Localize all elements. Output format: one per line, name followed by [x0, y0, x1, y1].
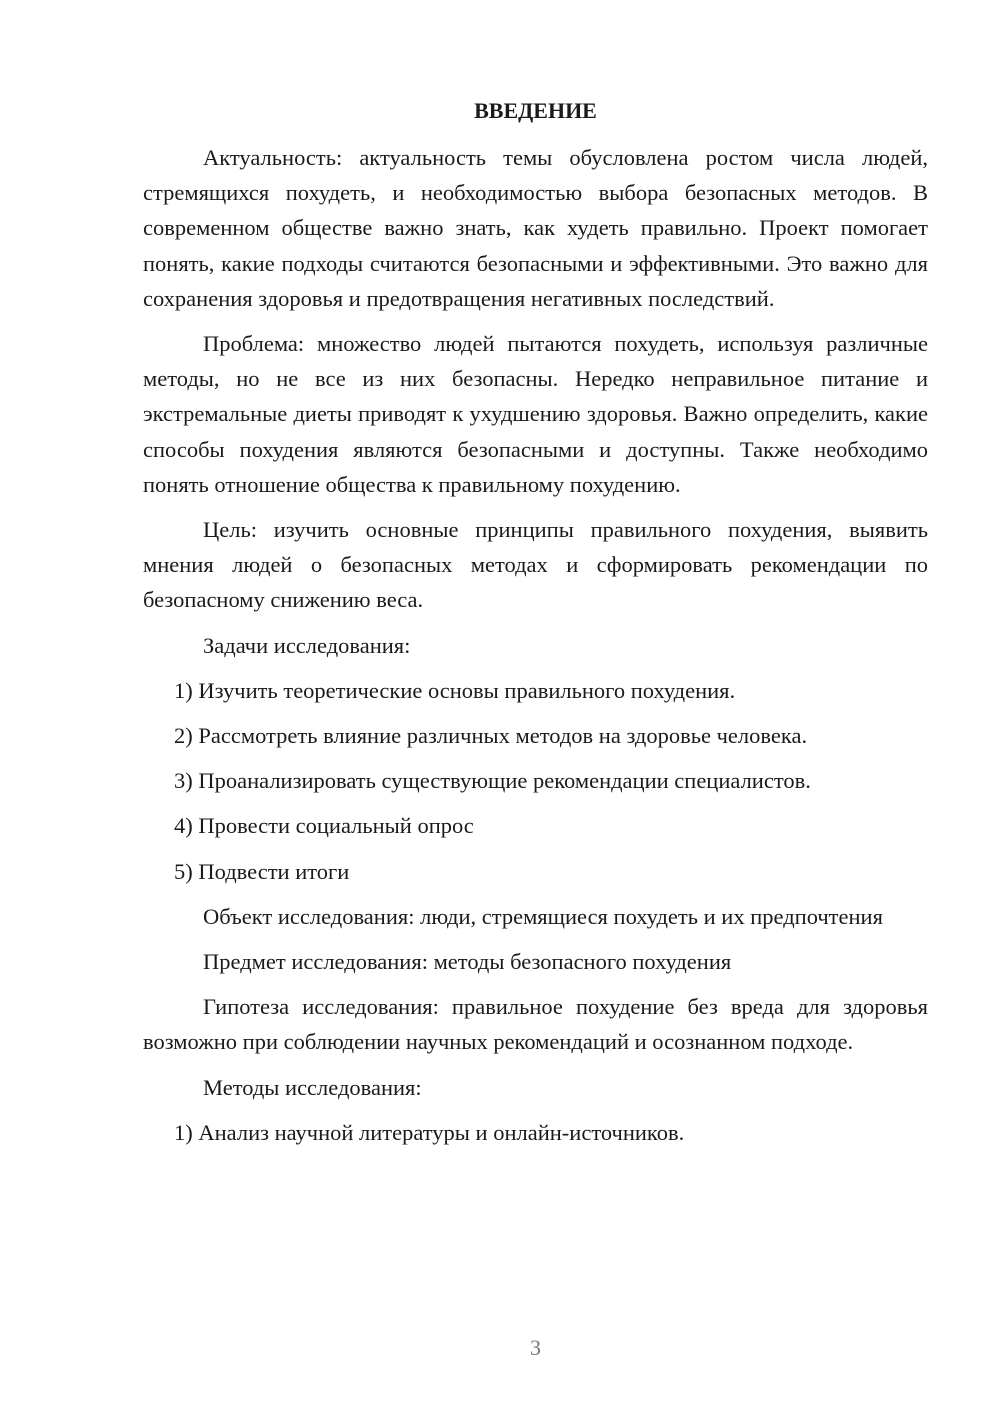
- methods-heading: Методы исследования:: [203, 1074, 422, 1100]
- document-body: [143, 140, 928, 1150]
- page-number: 3: [530, 1335, 541, 1360]
- task-item-5: 5) Подвести итоги: [174, 858, 350, 884]
- method-item-1: 1) Анализ научной литературы и онлайн-источников.: [174, 1119, 685, 1145]
- research-subject-paragraph: Предмет исследования: методы безопасного похудения: [203, 949, 732, 975]
- section-title: ВВЕДЕНИЕ: [474, 98, 597, 123]
- task-item-3: 3) Проанализировать существующие рекомендации специалистов.: [174, 768, 811, 794]
- goal-paragraph: Цель: изучить основные принципы правильного похудения, выявить мнения людей о безопасных методах и сформировать рекомендации по безопасному снижению веса.: [143, 517, 928, 613]
- hypothesis-paragraph: Гипотеза исследования: правильное похудение без вреда для здоровья возможно при соблюдении научных рекомендаций и осознанном подходе.: [143, 994, 928, 1055]
- document-page: [143, 0, 928, 1414]
- task-item-4: 4) Провести социальный опрос: [174, 813, 474, 839]
- task-item-2: 2) Рассмотреть влияние различных методов на здоровье человека.: [174, 723, 808, 749]
- research-object-paragraph: Объект исследования: люди, стремящиеся похудеть и их предпочтения: [203, 903, 883, 929]
- problem-paragraph: Проблема: множество людей пытаются похудеть, используя различные методы, но не все из них безопасны. Нередко неправильное питание и экстремальные диеты приводят к ухудшению здоровья. Важно определить, какие способы похудения являются безопасными и доступны. Также необходимо понять отношение общества к правильному похудению.: [143, 331, 928, 497]
- tasks-heading: Задачи исследования:: [203, 632, 411, 658]
- task-item-1: 1) Изучить теоретические основы правильного похудения.: [174, 677, 736, 703]
- relevance-paragraph: Актуальность: актуальность темы обусловлена ростом числа людей, стремящихся похудеть, и необходимостью выбора безопасных методов. В современном обществе важно знать, как худеть правильно. Проект помогает понять, какие подходы считаются безопасными и эффективными. Это важно для сохранения здоровья и предотвращения негативных последствий.: [143, 145, 928, 311]
